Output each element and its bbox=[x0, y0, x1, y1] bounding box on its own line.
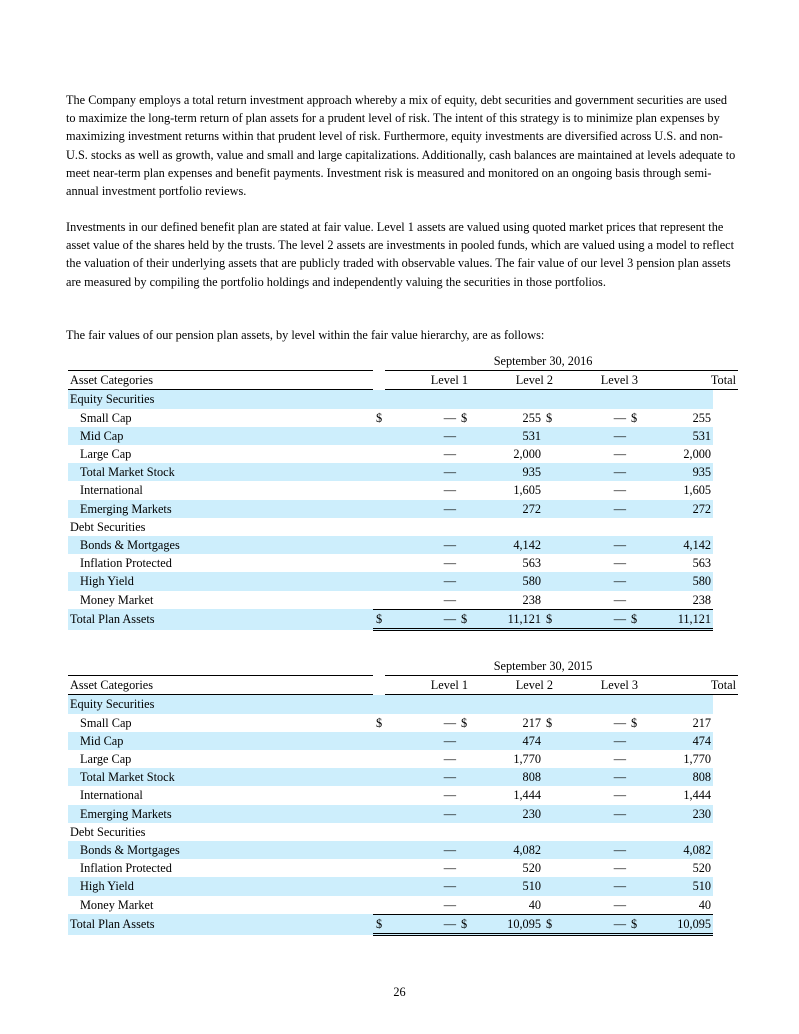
currency-symbol bbox=[628, 572, 640, 590]
currency-symbol bbox=[628, 427, 640, 445]
value-l1: — bbox=[385, 500, 458, 518]
value-total: 40 bbox=[640, 896, 713, 915]
value-l2: 1,605 bbox=[513, 483, 541, 498]
asset-category-label: International bbox=[80, 788, 143, 803]
value-l1: — bbox=[385, 896, 458, 915]
currency-symbol bbox=[543, 554, 555, 572]
table-row bbox=[68, 481, 738, 499]
currency-symbol bbox=[458, 750, 470, 768]
value-total: 1,770 bbox=[683, 752, 712, 767]
value-l2: 40 bbox=[470, 896, 543, 915]
value-total: 935 bbox=[640, 463, 713, 481]
currency-symbol bbox=[628, 463, 640, 481]
value-total: 580 bbox=[640, 572, 713, 590]
value-l2: 272 bbox=[470, 500, 543, 518]
asset-category-label: Total Plan Assets bbox=[68, 609, 373, 629]
spacer bbox=[373, 371, 385, 390]
currency-symbol bbox=[543, 427, 555, 445]
table-row bbox=[68, 609, 738, 629]
value-l2: 808 bbox=[470, 768, 543, 786]
currency-symbol bbox=[543, 859, 555, 877]
currency-symbol: $ bbox=[631, 410, 638, 425]
table-row bbox=[68, 786, 738, 804]
column-header-row bbox=[68, 371, 738, 390]
currency-symbol bbox=[628, 554, 640, 572]
currency-symbol bbox=[628, 805, 640, 823]
value-l2: 10,095 bbox=[470, 914, 543, 934]
pension-assets-table-2016 bbox=[68, 352, 738, 631]
column-header-level-2: Level 2 bbox=[470, 371, 555, 390]
currency-symbol bbox=[543, 536, 555, 554]
currency-symbol bbox=[373, 445, 385, 463]
currency-symbol bbox=[543, 877, 555, 895]
value-l1: — bbox=[385, 768, 458, 786]
value-l3: — bbox=[555, 732, 628, 750]
currency-symbol bbox=[628, 481, 640, 499]
currency-symbol bbox=[373, 732, 385, 750]
value-total: 1,605 bbox=[683, 483, 712, 498]
currency-symbol: $ bbox=[546, 410, 553, 425]
currency-symbol bbox=[373, 877, 385, 895]
value-l1: — bbox=[385, 877, 458, 895]
currency-symbol bbox=[628, 591, 640, 610]
asset-category-label: Bonds & Mortgages bbox=[68, 841, 373, 859]
table-row bbox=[68, 805, 738, 823]
asset-category-label: Total Market Stock bbox=[68, 768, 373, 786]
value-l3: — bbox=[613, 556, 626, 571]
value-l1: — bbox=[443, 410, 456, 425]
currency-symbol bbox=[543, 750, 555, 768]
currency-symbol: $ bbox=[461, 410, 468, 425]
asset-category-label: Total Market Stock bbox=[68, 463, 373, 481]
currency-symbol bbox=[373, 463, 385, 481]
value-total: 520 bbox=[692, 861, 712, 876]
currency-symbol: $ bbox=[458, 609, 470, 629]
value-total: 474 bbox=[640, 732, 713, 750]
asset-category-label: Money Market bbox=[80, 592, 154, 607]
pension-assets-table-2015 bbox=[68, 657, 738, 936]
value-l1: — bbox=[385, 572, 458, 590]
value-l2: 935 bbox=[470, 463, 543, 481]
currency-symbol bbox=[543, 463, 555, 481]
value-total: 531 bbox=[640, 427, 713, 445]
currency-symbol bbox=[543, 896, 555, 915]
currency-symbol bbox=[458, 768, 470, 786]
value-l1: — bbox=[443, 715, 456, 730]
intro-paragraph-fair-value: Investments in our defined benefit plan are stated at fair value. Level 1 assets are valued using quoted market prices that represent the asset value of the shares held by the trusts. The level 2 assets are investments in pooled funds, which are valued using a model to reflect the valuation of their underlying assets that are publicly traded with observable values. The fair value of our level 3 pension plan assets are measured by compiling the portfolio holdings and independently valuing the securities in those portfolios. bbox=[66, 220, 735, 289]
currency-symbol bbox=[458, 481, 470, 499]
table-row bbox=[68, 427, 738, 445]
column-header-level-3: Level 3 bbox=[555, 371, 640, 390]
currency-symbol bbox=[373, 750, 385, 768]
value-l1: — bbox=[385, 841, 458, 859]
currency-symbol bbox=[373, 536, 385, 554]
value-l1: — bbox=[443, 556, 456, 571]
value-l2: 255 bbox=[522, 410, 541, 425]
column-header-asset-categories: Asset Categories bbox=[68, 371, 373, 390]
value-total: 808 bbox=[640, 768, 713, 786]
currency-symbol bbox=[373, 591, 385, 610]
currency-symbol bbox=[628, 877, 640, 895]
column-header-level-1: Level 1 bbox=[385, 371, 470, 390]
currency-symbol bbox=[458, 786, 470, 804]
value-l3: — bbox=[555, 805, 628, 823]
table-row bbox=[68, 536, 738, 554]
currency-symbol bbox=[373, 859, 385, 877]
currency-symbol bbox=[373, 786, 385, 804]
value-l2: 1,770 bbox=[513, 752, 541, 767]
currency-symbol bbox=[458, 877, 470, 895]
currency-symbol bbox=[543, 500, 555, 518]
asset-category-label: Mid Cap bbox=[68, 732, 373, 750]
currency-symbol: $ bbox=[376, 410, 383, 425]
value-l1: — bbox=[385, 805, 458, 823]
table-row bbox=[68, 877, 738, 895]
value-l1: — bbox=[443, 447, 456, 462]
value-total: 230 bbox=[640, 805, 713, 823]
value-l3: — bbox=[555, 463, 628, 481]
value-l2: 520 bbox=[522, 861, 541, 876]
currency-symbol: $ bbox=[628, 609, 640, 629]
value-l3: — bbox=[613, 715, 626, 730]
value-l3: — bbox=[555, 896, 628, 915]
intro-paragraph-investment-approach: The Company employs a total return investment approach whereby a mix of equity, debt securities and government securities are used to maximize the long-term return of plan assets for a prudent level of risk. The intent of this strategy is to minimize plan expenses by maximizing investment returns within that prudent level of risk. Furthermore, equity investments are diversified across U.S. and non-U.S. stocks as well as growth, value and small and large capitalizations. Additionally, cash balances are maintained at levels adequate to meet near-term plan expenses and benefit payments. Investment risk is measured and monitored on an ongoing basis through semi-annual investment portfolio reviews. bbox=[66, 93, 736, 199]
currency-symbol bbox=[628, 445, 640, 463]
table-row bbox=[68, 732, 738, 750]
asset-category-label: Total Plan Assets bbox=[68, 914, 373, 934]
asset-category-label: Mid Cap bbox=[68, 427, 373, 445]
currency-symbol: $ bbox=[376, 715, 383, 730]
value-l2: 474 bbox=[470, 732, 543, 750]
value-total: 1,444 bbox=[683, 788, 712, 803]
value-total: 563 bbox=[692, 556, 712, 571]
value-l3: — bbox=[555, 609, 628, 629]
currency-symbol bbox=[543, 732, 555, 750]
value-l3: — bbox=[555, 768, 628, 786]
value-l3: — bbox=[613, 861, 626, 876]
value-l1: — bbox=[385, 914, 458, 934]
table-row bbox=[68, 914, 738, 934]
currency-symbol bbox=[373, 896, 385, 915]
currency-symbol bbox=[373, 481, 385, 499]
asset-category-label: Emerging Markets bbox=[68, 500, 373, 518]
table-row bbox=[68, 463, 738, 481]
currency-symbol: $ bbox=[373, 609, 385, 629]
value-l3: — bbox=[555, 877, 628, 895]
value-l3: — bbox=[555, 572, 628, 590]
currency-symbol bbox=[543, 768, 555, 786]
asset-category-label: Inflation Protected bbox=[80, 556, 172, 571]
value-l3: — bbox=[613, 752, 626, 767]
currency-symbol bbox=[458, 554, 470, 572]
value-total: 217 bbox=[692, 715, 712, 730]
currency-symbol bbox=[628, 500, 640, 518]
table-row bbox=[68, 445, 738, 463]
currency-symbol bbox=[543, 786, 555, 804]
currency-symbol bbox=[373, 768, 385, 786]
value-l2: 217 bbox=[522, 715, 541, 730]
currency-symbol bbox=[458, 536, 470, 554]
group-label: Equity Securities bbox=[68, 390, 373, 409]
value-l3: — bbox=[555, 591, 628, 610]
currency-symbol: $ bbox=[543, 914, 555, 934]
column-header-total: Total bbox=[640, 371, 738, 390]
currency-symbol bbox=[373, 805, 385, 823]
period-header: September 30, 2015 bbox=[493, 659, 593, 673]
spacer bbox=[373, 676, 385, 695]
currency-symbol bbox=[543, 591, 555, 610]
currency-symbol bbox=[543, 805, 555, 823]
currency-symbol bbox=[628, 841, 640, 859]
value-total: 272 bbox=[640, 500, 713, 518]
value-l1: — bbox=[385, 732, 458, 750]
asset-category-label: Small Cap bbox=[80, 410, 132, 425]
table-row bbox=[68, 750, 738, 768]
value-l2: 563 bbox=[522, 556, 541, 571]
currency-symbol bbox=[458, 591, 470, 610]
value-total: 255 bbox=[692, 410, 712, 425]
asset-category-label: Money Market bbox=[80, 897, 154, 912]
currency-symbol bbox=[543, 841, 555, 859]
value-total: 4,082 bbox=[640, 841, 713, 859]
group-label: Debt Securities bbox=[70, 824, 146, 839]
currency-symbol bbox=[628, 732, 640, 750]
currency-symbol bbox=[458, 572, 470, 590]
group-header-row bbox=[68, 823, 738, 841]
value-total: 510 bbox=[640, 877, 713, 895]
value-l1: — bbox=[385, 591, 458, 610]
currency-symbol bbox=[628, 768, 640, 786]
value-l3: — bbox=[555, 427, 628, 445]
value-l2: 510 bbox=[470, 877, 543, 895]
value-l3: — bbox=[613, 788, 626, 803]
column-header-asset-categories: Asset Categories bbox=[68, 676, 373, 695]
table-row bbox=[68, 554, 738, 572]
currency-symbol bbox=[373, 500, 385, 518]
page-number: 26 bbox=[393, 985, 406, 999]
column-header-level-1: Level 1 bbox=[385, 676, 470, 695]
asset-category-label: Small Cap bbox=[80, 715, 132, 730]
currency-symbol bbox=[458, 445, 470, 463]
asset-category-label: Large Cap bbox=[80, 752, 132, 767]
column-header-total: Total bbox=[640, 676, 738, 695]
value-total: 4,142 bbox=[640, 536, 713, 554]
value-l1: — bbox=[443, 483, 456, 498]
value-l1: — bbox=[443, 861, 456, 876]
asset-category-label: High Yield bbox=[68, 877, 373, 895]
table-row bbox=[68, 768, 738, 786]
currency-symbol bbox=[458, 500, 470, 518]
table-row bbox=[68, 500, 738, 518]
currency-symbol bbox=[628, 536, 640, 554]
period-header: September 30, 2016 bbox=[493, 354, 593, 368]
currency-symbol: $ bbox=[543, 609, 555, 629]
value-l2: 11,121 bbox=[470, 609, 543, 629]
currency-symbol bbox=[628, 750, 640, 768]
currency-symbol bbox=[458, 463, 470, 481]
column-header-level-3: Level 3 bbox=[555, 676, 640, 695]
value-l1: — bbox=[385, 427, 458, 445]
currency-symbol bbox=[373, 841, 385, 859]
value-total: 2,000 bbox=[683, 447, 712, 462]
value-l3: — bbox=[555, 500, 628, 518]
currency-symbol bbox=[628, 859, 640, 877]
value-total: 238 bbox=[640, 591, 713, 610]
value-l2: 230 bbox=[470, 805, 543, 823]
asset-category-label: Large Cap bbox=[80, 447, 132, 462]
currency-symbol bbox=[543, 572, 555, 590]
value-l3: — bbox=[613, 483, 626, 498]
currency-symbol: $ bbox=[631, 715, 638, 730]
value-l3: — bbox=[613, 447, 626, 462]
value-l3: — bbox=[555, 914, 628, 934]
intro-paragraph-table-lead: The fair values of our pension plan assets, by level within the fair value hierarchy, are as follows: bbox=[66, 328, 545, 342]
group-label: Debt Securities bbox=[70, 519, 146, 534]
value-l2: 2,000 bbox=[513, 447, 541, 462]
value-l2: 4,082 bbox=[470, 841, 543, 859]
value-l1: — bbox=[385, 536, 458, 554]
currency-symbol bbox=[543, 445, 555, 463]
group-header-row bbox=[68, 518, 738, 536]
value-l2: 1,444 bbox=[513, 788, 541, 803]
value-l1: — bbox=[443, 752, 456, 767]
currency-symbol bbox=[373, 572, 385, 590]
currency-symbol bbox=[373, 554, 385, 572]
value-l2: 580 bbox=[470, 572, 543, 590]
table-row bbox=[68, 409, 738, 427]
currency-symbol: $ bbox=[461, 715, 468, 730]
group-label: Equity Securities bbox=[68, 695, 373, 714]
group-header-row bbox=[68, 695, 738, 714]
table-row bbox=[68, 841, 738, 859]
asset-category-label: High Yield bbox=[68, 572, 373, 590]
currency-symbol bbox=[628, 786, 640, 804]
table-row bbox=[68, 859, 738, 877]
currency-symbol: $ bbox=[373, 914, 385, 934]
currency-symbol bbox=[373, 427, 385, 445]
value-l2: 238 bbox=[470, 591, 543, 610]
currency-symbol bbox=[458, 841, 470, 859]
currency-symbol bbox=[458, 805, 470, 823]
group-header-row bbox=[68, 390, 738, 409]
currency-symbol bbox=[458, 859, 470, 877]
value-l2: 531 bbox=[470, 427, 543, 445]
value-total: 11,121 bbox=[640, 609, 713, 629]
value-total: 10,095 bbox=[640, 914, 713, 934]
asset-category-label: International bbox=[80, 483, 143, 498]
table-row bbox=[68, 591, 738, 610]
asset-category-label: Bonds & Mortgages bbox=[68, 536, 373, 554]
currency-symbol bbox=[543, 481, 555, 499]
currency-symbol bbox=[628, 896, 640, 915]
currency-symbol: $ bbox=[458, 914, 470, 934]
currency-symbol bbox=[458, 896, 470, 915]
value-l3: — bbox=[613, 410, 626, 425]
value-l1: — bbox=[443, 788, 456, 803]
value-l1: — bbox=[385, 609, 458, 629]
table-row bbox=[68, 896, 738, 915]
currency-symbol: $ bbox=[546, 715, 553, 730]
value-l2: 4,142 bbox=[470, 536, 543, 554]
asset-category-label: Inflation Protected bbox=[80, 861, 172, 876]
currency-symbol bbox=[458, 732, 470, 750]
column-header-level-2: Level 2 bbox=[470, 676, 555, 695]
value-l1: — bbox=[385, 463, 458, 481]
table-row bbox=[68, 572, 738, 590]
value-l3: — bbox=[555, 536, 628, 554]
table-row bbox=[68, 714, 738, 732]
currency-symbol bbox=[458, 427, 470, 445]
currency-symbol: $ bbox=[628, 914, 640, 934]
asset-category-label: Emerging Markets bbox=[68, 805, 373, 823]
column-header-row bbox=[68, 676, 738, 695]
value-l3: — bbox=[555, 841, 628, 859]
